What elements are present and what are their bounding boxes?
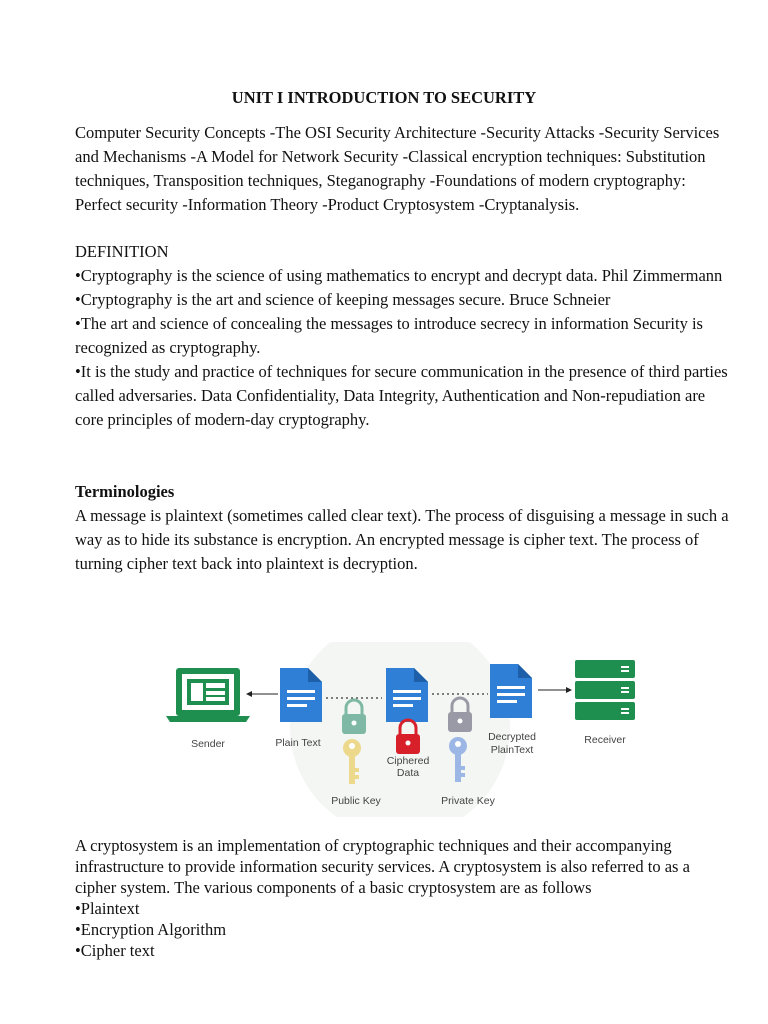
decrypted-label-line1: Decrypted xyxy=(488,731,536,743)
ciphered-label-line2: Data xyxy=(396,767,420,779)
private-key-label: Private Key xyxy=(441,795,495,807)
cryptosystem-text: A cryptosystem is an implementation of cryptographic techniques and their accompanying infrastructure to provide information security services. A cryptosystem is also referred to as a cipher system. The various components of a basic cryptosystem are as follows xyxy=(75,836,690,897)
component-item: •Plaintext xyxy=(75,899,140,918)
intro-text: Computer Security Concepts -The OSI Security Architecture -Security Attacks -Security Services and Mechanisms -A Model for Network Security -Classical encryption techniques: Substitution techniques, Transposition techniques, Steganography -Foundations of modern cryptography: Perfect security -Information Theory -Product Cryptosystem -Cryptanalysis. xyxy=(75,123,720,214)
plain-text-label: Plain Text xyxy=(275,737,321,749)
definition-item: •Cryptography is the science of using mathematics to encrypt and decrypt data. Phil Zimmermann xyxy=(75,266,723,285)
definition-heading: DEFINITION xyxy=(75,242,169,261)
cryptosystem-diagram xyxy=(160,642,640,817)
definition-item: •The art and science of concealing the messages to introduce secrecy in information Security is recognized as cryptography. xyxy=(75,314,703,357)
diagram-canvas xyxy=(160,642,640,817)
document-icon xyxy=(490,664,532,718)
terminologies-section xyxy=(75,480,735,576)
definition-item: •It is the study and practice of techniques for secure communication in the presence of third parties called adversaries. Data Confidentiality, Data Integrity, Authentication and Non-repudiation are core principles of modern-day cryptography. xyxy=(75,362,728,429)
component-item: •Encryption Algorithm xyxy=(75,920,227,939)
terminologies-text: A message is plaintext (sometimes called clear text). The process of disguising a message in such a way as to hide its substance is encryption. An encrypted message is cipher text. The process of turning cipher text back into plaintext is decryption. xyxy=(75,506,729,573)
document-icon xyxy=(280,668,322,722)
arrowhead-icon xyxy=(246,691,252,697)
definition-section xyxy=(75,240,735,432)
server-icon xyxy=(575,660,635,720)
terminologies-heading: Terminologies xyxy=(75,482,175,501)
ciphered-label-line1: Ciphered xyxy=(386,755,430,767)
decrypted-label-line2: PlainText xyxy=(490,744,534,756)
component-item: •Cipher text xyxy=(75,941,155,960)
definition-item: •Cryptography is the art and science of keeping messages secure. Bruce Schneier xyxy=(75,290,611,309)
document-icon xyxy=(386,668,428,722)
intro-paragraph xyxy=(75,121,735,217)
sender-label: Sender xyxy=(191,738,225,750)
receiver-label: Receiver xyxy=(584,734,626,746)
cryptosystem-section xyxy=(75,835,735,961)
laptop-icon xyxy=(166,668,250,722)
public-key-label: Public Key xyxy=(331,795,381,807)
page-title: UNIT I INTRODUCTION TO SECURITY xyxy=(231,88,537,107)
arrowhead-icon xyxy=(566,687,572,693)
